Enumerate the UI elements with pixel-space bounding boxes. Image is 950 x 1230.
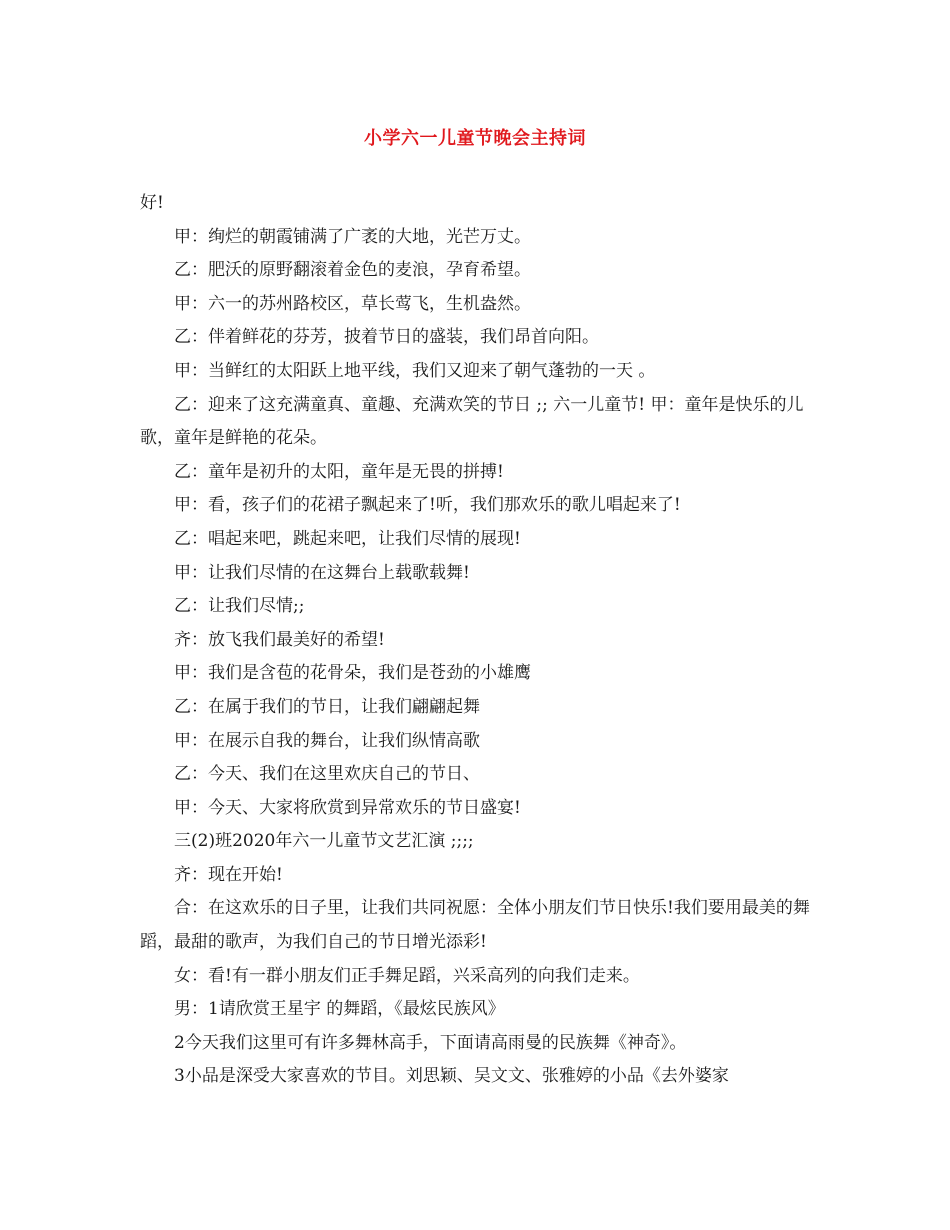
paragraph: 乙：让我们尽情;;: [174, 596, 305, 617]
paragraph: 甲：今天、大家将欣赏到异常欢乐的节日盛宴!: [174, 797, 521, 818]
paragraph: 齐：现在开始!: [174, 864, 283, 885]
paragraph: 甲：六一的苏州路校区，草长莺飞，生机盎然。: [174, 293, 531, 314]
paragraph: 甲：绚烂的朝霞铺满了广袤的大地，光芒万丈。: [174, 226, 531, 247]
paragraph: 甲：我们是含苞的花骨朵，我们是苍劲的小雄鹰: [174, 663, 531, 684]
paragraph: 乙：在属于我们的节日，让我们翩翩起舞: [174, 696, 480, 717]
document-body: [140, 187, 816, 1094]
paragraph: 齐：放飞我们最美好的希望!: [174, 629, 385, 650]
paragraph: 合：在这欢乐的日子里，让我们共同祝愿：全体小朋友们节日快乐!我们要用最美的舞蹈，最甜的歌声，为我们自己的节日增光添彩!: [140, 898, 810, 953]
paragraph: 2今天我们这里可有许多舞林高手，下面请高雨曼的民族舞《神奇》。: [174, 1032, 687, 1053]
paragraph: 乙：今天、我们在这里欢庆自己的节日、: [174, 764, 480, 785]
paragraph: 乙：伴着鲜花的芬芳，披着节日的盛装，我们昂首向阳。: [174, 327, 599, 348]
paragraph: 甲：在展示自我的舞台，让我们纵情高歌: [174, 730, 480, 751]
paragraph: 乙：肥沃的原野翻滚着金色的麦浪，孕育希望。: [174, 260, 531, 281]
paragraph: 男：1请欣赏王星宇 的舞蹈，《最炫民族风》: [174, 999, 505, 1020]
paragraph: 甲：当鲜红的太阳跃上地平线，我们又迎来了朝气蓬勃的一天 。: [174, 360, 656, 381]
paragraph: 乙：唱起来吧，跳起来吧，让我们尽情的展现!: [174, 528, 521, 549]
paragraph: 好!: [140, 193, 164, 213]
paragraph: 3小品是深受大家喜欢的节目。刘思颖、吴文文、张雅婷的小品《去外婆家: [174, 1066, 729, 1087]
paragraph: 女：看!有一群小朋友们正手舞足蹈，兴采高列的向我们走来。: [174, 965, 640, 986]
paragraph: 甲：看，孩子们的花裙子飘起来了!听，我们那欢乐的歌儿唱起来了!: [174, 495, 681, 516]
paragraph: 三(2)班2020年六一儿童节文艺汇演 ;;;;: [174, 831, 474, 852]
paragraph: 甲：让我们尽情的在这舞台上载歌载舞!: [174, 562, 470, 583]
document-title: 小学六一儿童节晚会主持词: [364, 128, 586, 149]
paragraph: 乙：童年是初升的太阳，童年是无畏的拼搏!: [174, 461, 504, 482]
paragraph: 乙：迎来了这充满童真、童趣、充满欢笑的节日 ;; 六一儿童节! 甲：童年是快乐的儿歌，童年是鲜艳的花朵。: [140, 394, 804, 449]
